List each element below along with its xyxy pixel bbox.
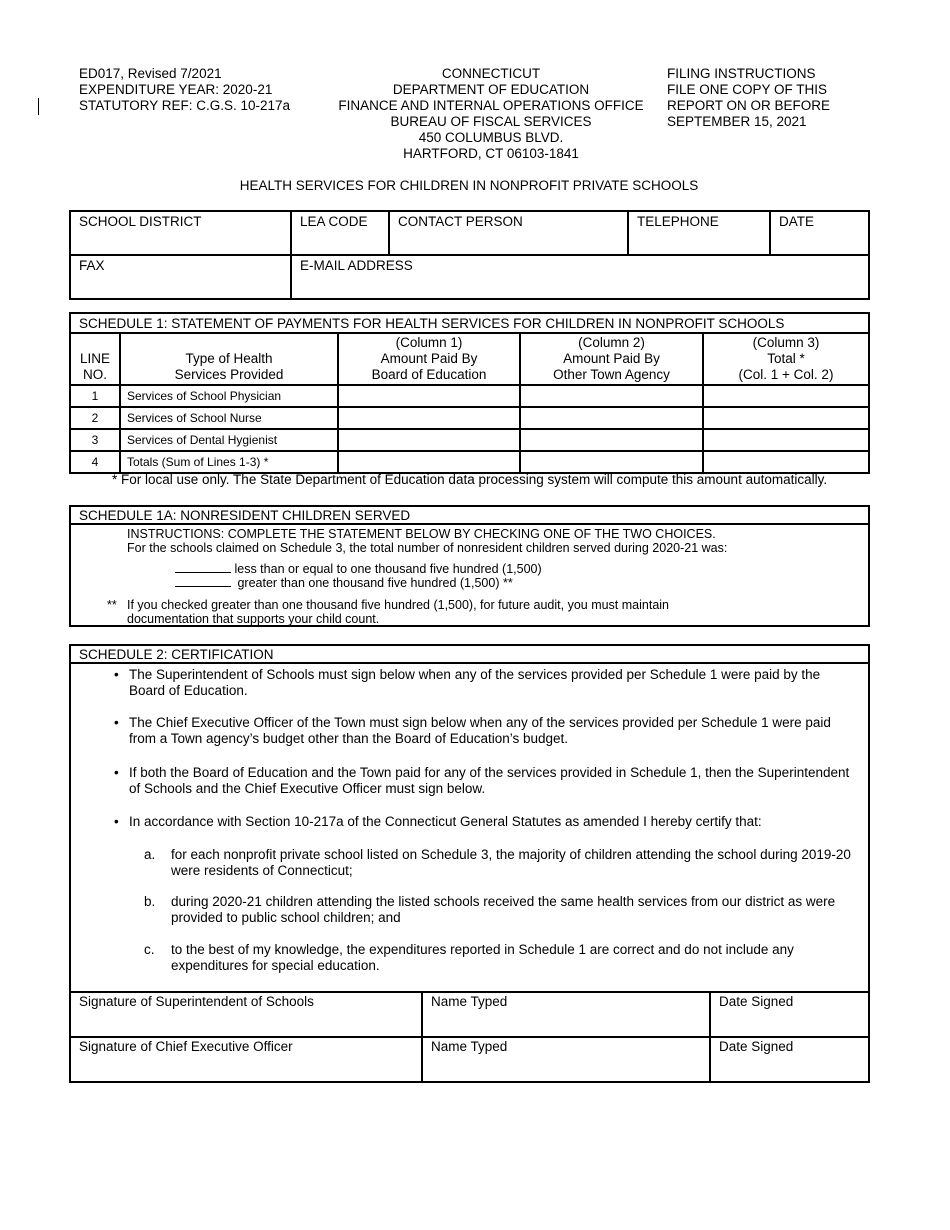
note-line-1: If you checked greater than one thousand five hundred (1,500), for future audit, you must maintain	[127, 598, 669, 612]
schedule-1a-section	[69, 505, 870, 627]
bullet-icon: •	[114, 715, 119, 730]
schedule-1-footnote: * For local use only. The State Department of Education data processing system will compute this amount automatically.	[112, 472, 828, 487]
ceo-name-label: Name Typed	[431, 1039, 508, 1054]
ceo-signature-field[interactable]	[70, 1037, 422, 1082]
table-row	[70, 385, 869, 407]
note-marker: **	[107, 598, 117, 612]
agency-office: FINANCE AND INTERNAL OPERATIONS OFFICE	[338, 98, 644, 113]
schedule-1-title: SCHEDULE 1: STATEMENT OF PAYMENTS FOR HEALTH SERVICES FOR CHILDREN IN NONPROFIT SCHOOLS	[70, 313, 869, 333]
col-header-type-2: Services Provided	[174, 367, 284, 382]
superintendent-name-label: Name Typed	[431, 994, 508, 1009]
contact-person-label: CONTACT PERSON	[398, 214, 523, 229]
school-district-field[interactable]	[70, 211, 291, 255]
col-header-column-1-c: Board of Education	[371, 367, 487, 382]
service-type: Services of Dental Hygienist	[120, 429, 338, 451]
superintendent-date-label: Date Signed	[719, 994, 794, 1009]
table-row	[70, 429, 869, 451]
fax-field[interactable]	[70, 255, 291, 299]
col-header-column-2-c: Other Town Agency	[553, 367, 670, 382]
lea-code-field[interactable]	[291, 211, 389, 255]
item-text: to the best of my knowledge, the expenditures reported in Schedule 1 are correct and do not include any expenditures for special education.	[171, 942, 794, 973]
schedule-1-table	[69, 312, 870, 474]
email-field[interactable]	[291, 255, 869, 299]
col-header-column-1	[338, 333, 520, 385]
statutory-ref: STATUTORY REF: C.G.S. 10-217a	[79, 98, 291, 113]
col-header-line-no	[70, 333, 120, 385]
line-number: 1	[70, 385, 120, 407]
filing-line-3: REPORT ON OR BEFORE	[667, 98, 831, 113]
schedule-2-section	[69, 644, 870, 1083]
agency-state: CONNECTICUT	[441, 66, 541, 81]
telephone-label: TELEPHONE	[637, 214, 719, 229]
choice-greater-label: greater than one thousand five hundred (1,500) **	[237, 576, 513, 590]
choice-less-or-equal[interactable]	[175, 562, 542, 576]
checkbox-line-greater[interactable]	[175, 577, 231, 587]
agency-address-block	[330, 66, 652, 162]
bullet-text: The Superintendent of Schools must sign below when any of the services provided per Schedule 1 were paid by the Board of Education.	[129, 667, 821, 698]
line-number: 3	[70, 429, 120, 451]
bullet-text: In accordance with Section 10-217a of the Connecticut General Statutes as amended I hereby certify that:	[129, 814, 762, 829]
ceo-signature-label: Signature of Chief Executive Officer	[79, 1039, 293, 1054]
bullet-icon: •	[114, 667, 119, 682]
line-number: 4	[70, 451, 120, 473]
col-header-column-2-a: (Column 2)	[578, 335, 645, 350]
ceo-date-field[interactable]	[710, 1037, 869, 1082]
col-header-column-3-c: (Col. 1 + Col. 2)	[738, 367, 834, 382]
checkbox-line-less[interactable]	[175, 563, 231, 573]
table-row	[70, 407, 869, 429]
superintendent-signature-label: Signature of Superintendent of Schools	[79, 994, 314, 1009]
total-cell[interactable]	[703, 429, 869, 451]
note-line-2: documentation that supports your child count.	[127, 612, 380, 626]
superintendent-name-field[interactable]	[422, 992, 710, 1037]
total-cell[interactable]	[703, 385, 869, 407]
col-header-line-no-1: LINE	[79, 351, 110, 366]
item-text: during 2020-21 children attending the listed schools received the same health services from our district as were provided to public school children; and	[171, 894, 836, 925]
agency-city: HARTFORD, CT 06103-1841	[403, 146, 579, 161]
contact-person-field[interactable]	[389, 211, 628, 255]
item-letter: c.	[144, 942, 155, 957]
bullet-icon: •	[114, 765, 119, 780]
signature-table	[69, 991, 870, 1083]
col-header-column-3-a: (Column 3)	[752, 335, 820, 350]
school-district-label: SCHOOL DISTRICT	[79, 214, 202, 229]
form-title: HEALTH SERVICES FOR CHILDREN IN NONPROFIT PRIVATE SCHOOLS	[239, 178, 699, 193]
col-header-column-1-a: (Column 1)	[395, 335, 463, 350]
fax-label: FAX	[79, 258, 105, 273]
bullet-text: If both the Board of Education and the Town paid for any of the services provided in Schedule 1, then the Superintendent of Schools and the Chief Executive Officer must sign below.	[129, 765, 850, 796]
col-header-column-2	[520, 333, 703, 385]
choice-less-label: less than or equal to one thousand five hundred (1,500)	[234, 562, 542, 576]
filing-line-2: FILE ONE COPY OF THIS	[667, 82, 828, 97]
item-letter: b.	[144, 894, 156, 909]
amount-board-cell[interactable]	[338, 407, 520, 429]
superintendent-date-field[interactable]	[710, 992, 869, 1037]
service-type: Services of School Physician	[120, 385, 338, 407]
schedule-2-title: SCHEDULE 2: CERTIFICATION	[71, 646, 868, 664]
total-cell[interactable]	[703, 451, 869, 473]
ceo-date-label: Date Signed	[719, 1039, 794, 1054]
form-number: ED017, Revised 7/2021	[79, 66, 222, 81]
amount-town-cell[interactable]	[520, 385, 703, 407]
col-header-type-1: Type of Health	[185, 351, 273, 366]
table-row	[70, 451, 869, 473]
col-header-column-1-b: Amount Paid By	[380, 351, 478, 366]
amount-town-cell[interactable]	[520, 407, 703, 429]
identification-table	[69, 210, 870, 300]
col-header-column-3	[703, 333, 869, 385]
schedule-1a-statement: For the schools claimed on Schedule 3, the total number of nonresident children served during 2020-21 was:	[127, 541, 728, 555]
telephone-field[interactable]	[628, 211, 770, 255]
bullet-icon: •	[114, 814, 119, 829]
agency-bureau: BUREAU OF FISCAL SERVICES	[390, 114, 592, 129]
col-header-type	[120, 333, 338, 385]
form-id-block	[79, 66, 290, 114]
item-letter: a.	[144, 847, 156, 862]
item-text: for each nonprofit private school listed on Schedule 3, the majority of children attending the school during 2019-20 were residents of Connecticut;	[171, 847, 851, 878]
agency-department: DEPARTMENT OF EDUCATION	[392, 82, 590, 97]
line-number: 2	[70, 407, 120, 429]
expenditure-year: EXPENDITURE YEAR: 2020-21	[79, 82, 273, 97]
schedule-1a-instructions: INSTRUCTIONS: COMPLETE THE STATEMENT BELOW BY CHECKING ONE OF THE TWO CHOICES.	[127, 527, 716, 541]
amount-board-cell[interactable]	[338, 385, 520, 407]
schedule-1a-title: SCHEDULE 1A: NONRESIDENT CHILDREN SERVED	[71, 507, 868, 525]
filing-instructions	[667, 66, 830, 130]
col-header-column-2-b: Amount Paid By	[563, 351, 660, 366]
filing-line-1: FILING INSTRUCTIONS	[667, 66, 816, 81]
revision-bar	[38, 98, 39, 115]
lea-code-label: LEA CODE	[300, 214, 368, 229]
amount-board-cell[interactable]	[338, 429, 520, 451]
date-field[interactable]	[770, 211, 869, 255]
superintendent-signature-field[interactable]	[70, 992, 422, 1037]
col-header-line-no-2: NO.	[82, 367, 107, 382]
bullet-text: The Chief Executive Officer of the Town must sign below when any of the services provided per Schedule 1 were paid from a Town agency’s budget other than the Board of Education’s budget.	[129, 715, 831, 746]
service-type: Totals (Sum of Lines 1-3) *	[120, 451, 338, 473]
agency-street: 450 COLUMBUS BLVD.	[418, 130, 564, 145]
amount-town-cell[interactable]	[520, 451, 703, 473]
col-header-column-3-b: Total *	[767, 351, 805, 366]
choice-greater[interactable]	[175, 576, 513, 590]
total-cell[interactable]	[703, 407, 869, 429]
filing-line-4: SEPTEMBER 15, 2021	[667, 114, 807, 129]
ceo-name-field[interactable]	[422, 1037, 710, 1082]
email-label: E-MAIL ADDRESS	[300, 258, 413, 273]
date-label: DATE	[779, 214, 815, 229]
service-type: Services of School Nurse	[120, 407, 338, 429]
amount-board-cell[interactable]	[338, 451, 520, 473]
amount-town-cell[interactable]	[520, 429, 703, 451]
